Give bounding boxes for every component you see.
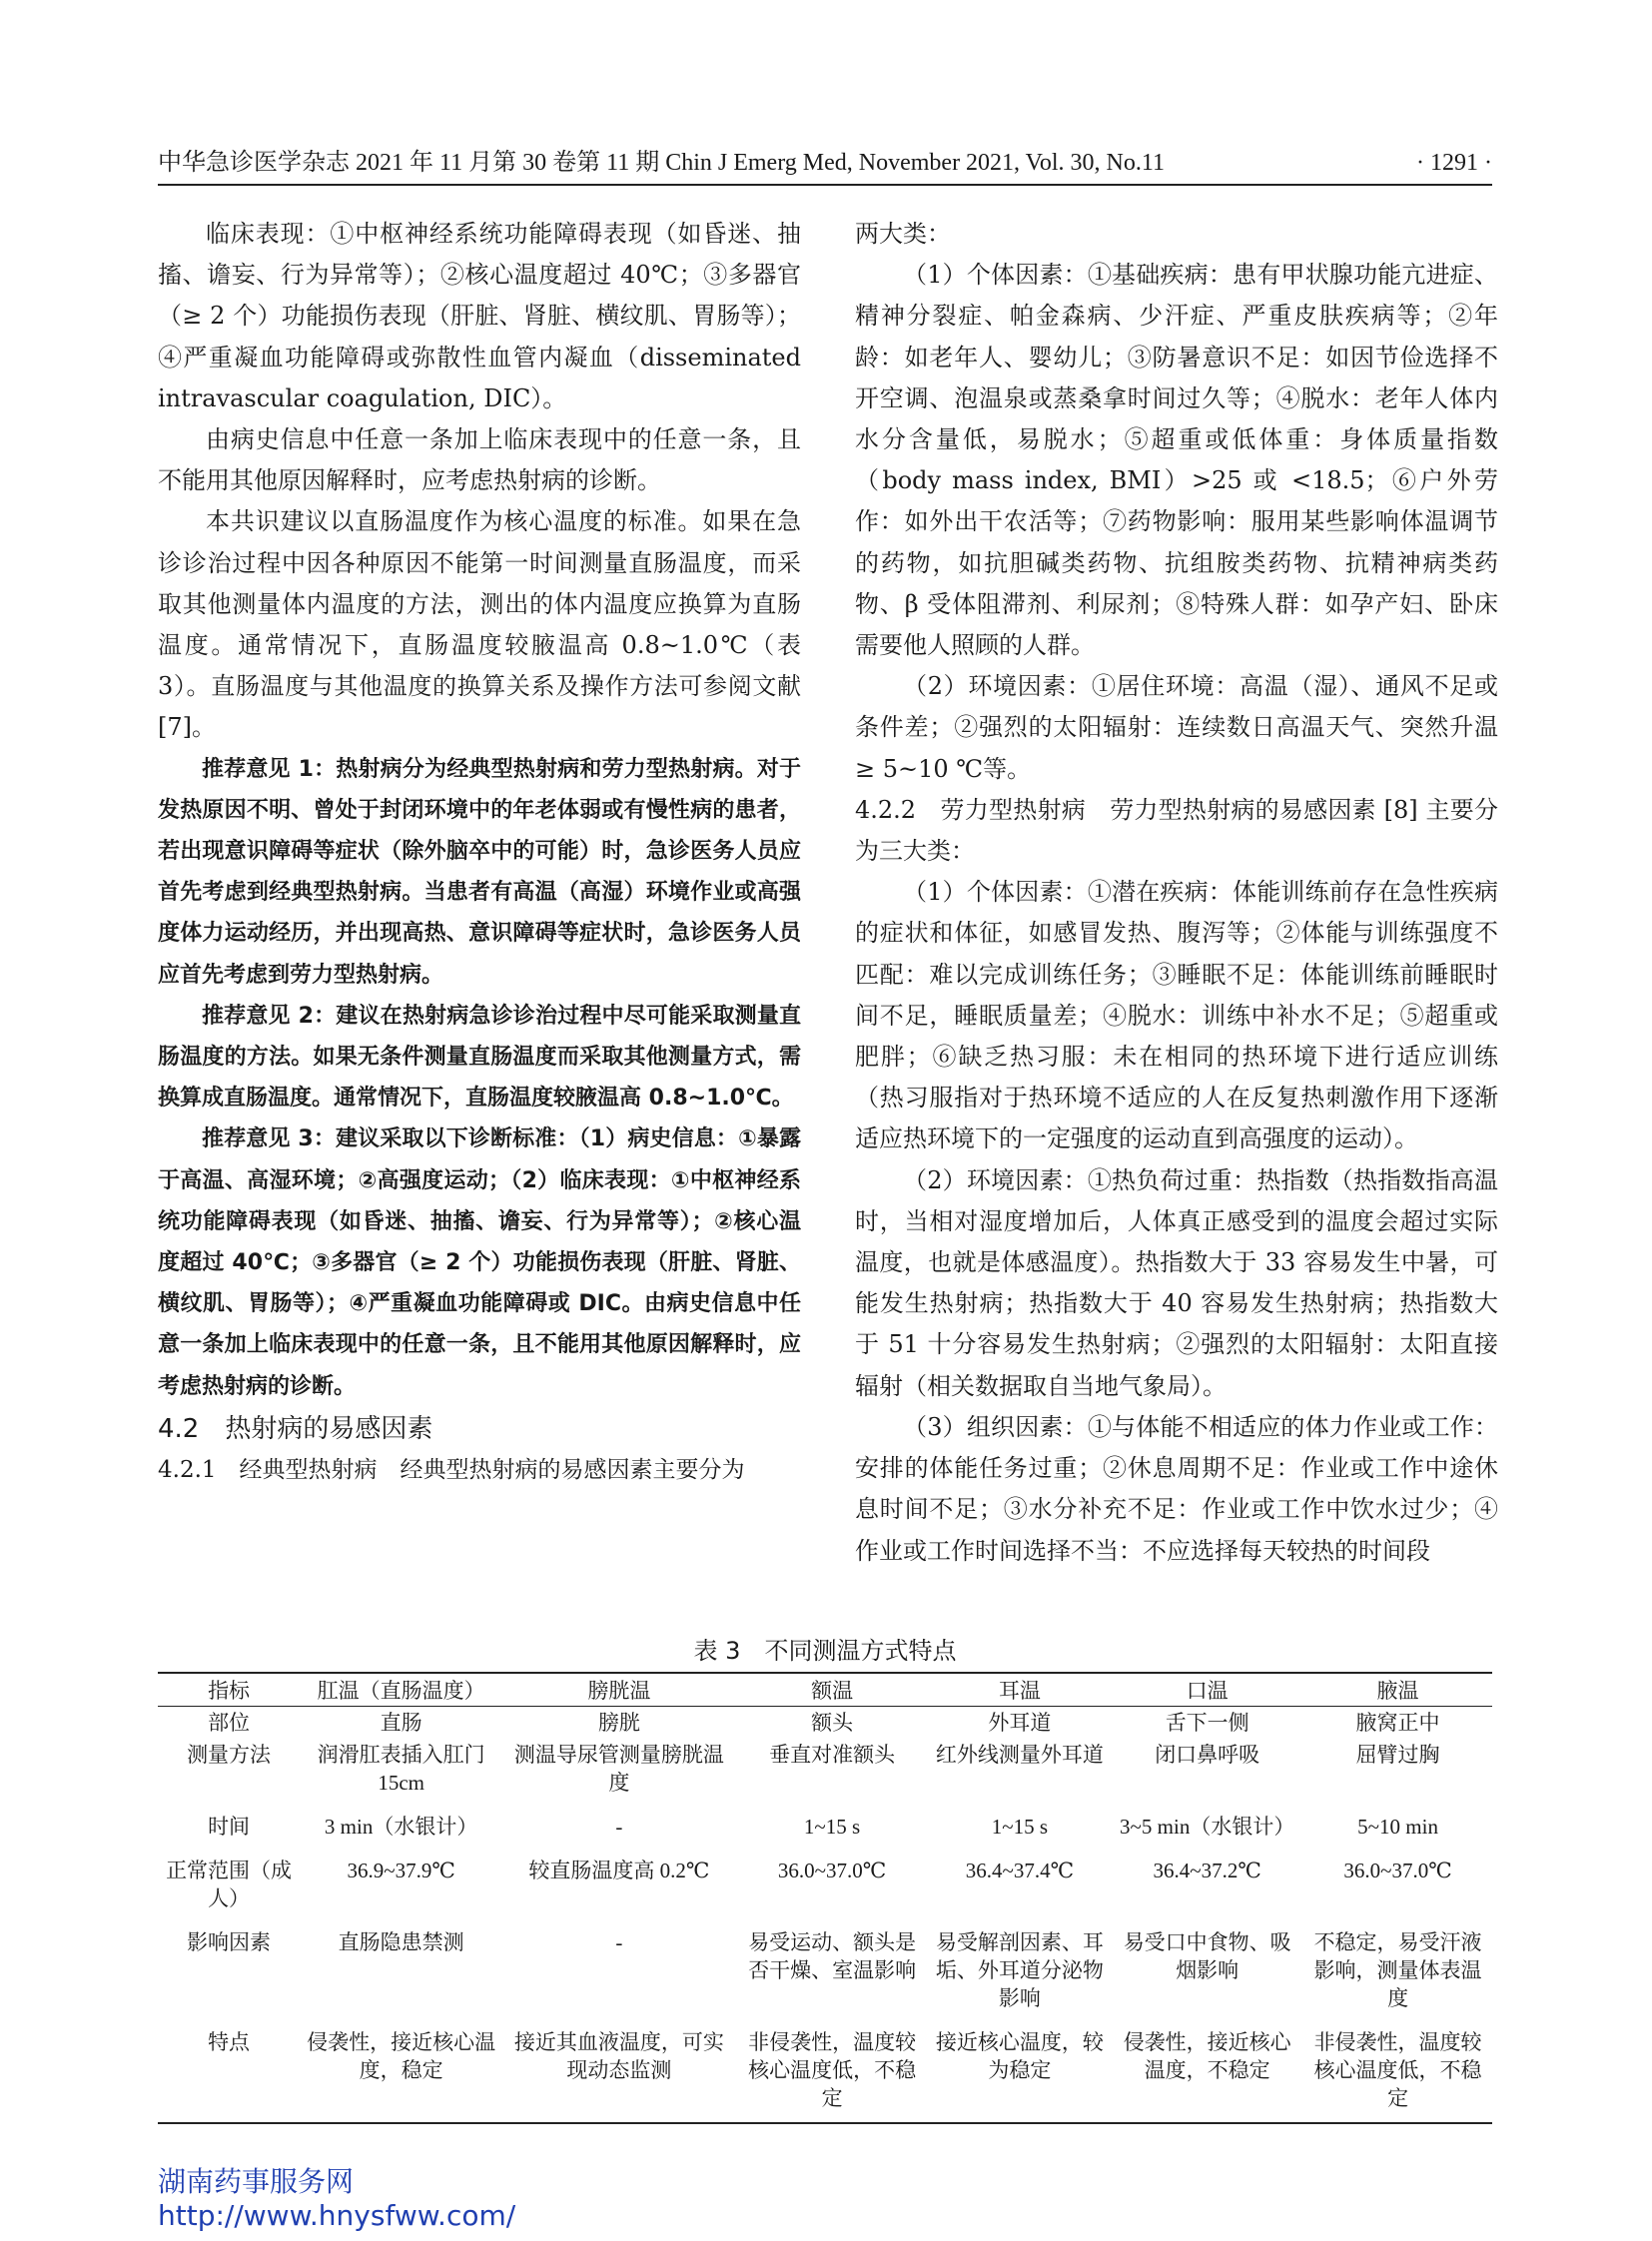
table-cell: 36.4~37.4℃: [965, 1859, 1075, 1882]
table-cell: 直肠: [380, 1711, 422, 1735]
table-3: [158, 1632, 1492, 2124]
table-row: [158, 1799, 1492, 1843]
table-cell: 易受运动、额头是否干燥、室温影响: [748, 1930, 917, 1982]
table-cell: 3~5 min（水银计）: [1120, 1815, 1295, 1839]
table-cell: 非侵袭性，温度较核心温度低，不稳定: [1303, 2014, 1492, 2123]
table-cell: 36.4~37.2℃: [1153, 1859, 1261, 1882]
watermark-footer: [158, 2165, 515, 2233]
journal-citation: 中华急诊医学杂志 2021 年 11 月第 30 卷第 11 期 Chin J Emerg Med, November 2021, Vol. 30, No.11: [158, 150, 1165, 176]
table-header: 指标: [158, 1673, 300, 1707]
paragraph: 本共识建议以直肠温度作为核心温度的标准。如果在急诊诊治过程中因各种原因不能第一时间测量直肠温度，而采取其他测量体内温度的方法，测出的体内温度应换算为直肠温度。通常情况下，直肠温度较腋温高 0.8~1.0℃（表 3）。直肠温度与其他温度的换算关系及操作方法可参阅文献 [7]。: [158, 507, 801, 742]
table-header: 耳温: [929, 1673, 1112, 1707]
table-cell: 影响因素: [187, 1930, 272, 1954]
table-cell: 外耳道: [988, 1711, 1052, 1735]
table-cell: 3 min（水银计）: [324, 1815, 478, 1839]
left-column: [158, 214, 801, 1490]
table-row: [158, 2014, 1492, 2123]
table-cell: 正常范围（成人）: [166, 1859, 293, 1910]
table-cell: 1~15 s: [803, 1815, 861, 1839]
paragraph: 由病史信息中任意一条加上临床表现中的任意一条，且不能用其他原因解释时，应考虑热射病的诊断。: [158, 425, 801, 495]
table-cell: 接近核心温度，较为稳定: [929, 2014, 1112, 2123]
section-heading-4-2: 4.2 热射病的易感因素: [158, 1413, 433, 1444]
table-row: [158, 1914, 1492, 2014]
table-row: [158, 1843, 1492, 1914]
table-cell: 腋窝正中: [1355, 1711, 1440, 1735]
table-cell: 特点: [158, 2014, 300, 2123]
table-cell: 不稳定，易受汗液影响，测量体表温度: [1313, 1930, 1482, 2010]
table-cell: 测温导尿管测量膀胱温度: [513, 1743, 724, 1795]
table-cell: 易受解剖因素、耳垢、外耳道分泌物影响: [935, 1930, 1104, 2010]
paragraph: （1）个体因素：①潜在疾病：体能训练前存在急性疾病的症状和体征，如感冒发热、腹泻等；②体能与训练强度不匹配：难以完成训练任务；③睡眠不足：体能训练前睡眠时间不足，睡眠质量差；④脱水：训练中补水不足；⑤超重或肥胖；⑥缺乏热习服：未在相同的热环境下进行适应训练（热习服指对于热环境不适应的人在反复热刺激作用下逐渐适应热环境下的一定强度的运动直到高强度的运动）。: [855, 878, 1498, 1153]
table-cell: 时间: [208, 1815, 251, 1839]
table-cell: 侵袭性，接近核心温度，不稳定: [1111, 2014, 1303, 2123]
table-cell: 5~10 min: [1357, 1815, 1438, 1839]
table-cell: 测量方法: [187, 1743, 272, 1767]
recommendation-2: 推荐意见 2：建议在热射病急诊诊治过程中尽可能采取测量直肠温度的方法。如果无条件测量直肠温度而采取其他测量方式，需换算成直肠温度。通常情况下，直肠温度较腋温高 0.8~1.0℃。: [158, 1003, 801, 1112]
table-cell: 膀胱: [597, 1711, 640, 1735]
table-cell: 舌下一侧: [1165, 1711, 1249, 1735]
table-cell: 36.0~37.0℃: [1343, 1859, 1452, 1882]
table-row: [158, 1739, 1492, 1799]
table-row: [158, 1707, 1492, 1740]
subsection-4-2-1: 4.2.1 经典型热射病 经典型热射病的易感因素主要分为: [158, 1456, 745, 1483]
table-cell: 直肠隐患禁测: [338, 1930, 464, 1954]
table-cell: 36.0~37.0℃: [777, 1859, 887, 1882]
table-cell: 闭口鼻呼吸: [1155, 1743, 1260, 1767]
table-title: 表 3 不同测温方式特点: [693, 1637, 957, 1665]
paragraph: （1）个体因素：①基础疾病：患有甲状腺功能亢进症、精神分裂症、帕金森病、少汗症、严重皮肤疾病等；②年龄：如老年人、婴幼儿；③防暑意识不足：如因节俭选择不开空调、泡温泉或蒸桑拿时间过久等；④脱水：老年人体内水分含量低，易脱水；⑤超重或低体重：身体质量指数（body mass index, BMI）>25 或 <18.5；⑥户外劳作：如外出干农活等；⑦药物影响：服用某些影响体温调节的药物，如抗胆碱类药物、抗组胺类药物、抗精神病类药物、β 受体阻滞剂、利尿剂；⑧特殊人群：如孕产妇、卧床需要他人照顾的人群。: [855, 261, 1498, 660]
table-cell: 接近其血液温度，可实现动态监测: [502, 2014, 735, 2123]
table-cell: 非侵袭性，温度较核心温度低，不稳定: [736, 2014, 929, 2123]
table-cell: 1~15 s: [991, 1815, 1049, 1839]
table-cell: 红外线测量外耳道: [935, 1743, 1104, 1767]
paragraph: 两大类：: [855, 220, 951, 248]
subsection-4-2-2: 4.2.2 劳力型热射病 劳力型热射病的易感因素 [8] 主要分为三大类：: [855, 795, 1498, 866]
site-url-link[interactable]: http://www.hnysfww.com/: [158, 2199, 516, 2232]
table-cell: -: [615, 1930, 623, 1954]
table-header: 肛温（直肠温度）: [300, 1673, 502, 1707]
recommendation-3: 推荐意见 3：建议采取以下诊断标准：（1）病史信息：①暴露于高温、高湿环境；②高强度运动；（2）临床表现：①中枢神经系统功能障碍表现（如昏迷、抽搐、谵妄、行为异常等）；②核心温度超过 40℃；③多器官（≥ 2 个）功能损伤表现（肝脏、肾脏、横纹肌、胃肠等）；④严重凝血功能障碍或 DIC。由病史信息中任意一条加上临床表现中的任意一条，且不能用其他原因解释时，应考虑热射病的诊断。: [158, 1126, 801, 1399]
table-header: 口温: [1111, 1673, 1303, 1707]
table-header: 腋温: [1303, 1673, 1492, 1707]
table-header: 膀胱温: [502, 1673, 735, 1707]
right-column: [855, 214, 1498, 1572]
table-cell: 润滑肛表插入肛门 15cm: [317, 1743, 485, 1795]
paragraph: （3）组织因素：①与体能不相适应的体力作业或工作：安排的体能任务过重；②休息周期不足：作业或工作中途休息时间不足；③水分补充不足：作业或工作中饮水过少；④作业或工作时间选择不当：不应选择每天较热的时间段: [855, 1412, 1498, 1565]
page-number: · 1291 ·: [1416, 150, 1492, 176]
paragraph: 临床表现：①中枢神经系统功能障碍表现（如昏迷、抽搐、谵妄、行为异常等）；②核心温度超过 40℃；③多器官（≥ 2 个）功能损伤表现（肝脏、肾脏、横纹肌、胃肠等）；④严重凝血功能障碍或弥散性血管内凝血（disseminated intravascular coagulation, DIC）。: [158, 220, 801, 412]
site-name: 湖南药事服务网: [158, 2165, 355, 2198]
table-cell: 屈臂过胸: [1355, 1743, 1440, 1767]
running-header: [158, 144, 1492, 186]
temperature-methods-table: [158, 1672, 1492, 2124]
table-cell: 较直肠温度高 0.2℃: [528, 1859, 710, 1882]
table-cell: 部位: [208, 1711, 251, 1735]
recommendation-1: 推荐意见 1：热射病分为经典型热射病和劳力型热射病。对于发热原因不明、曾处于封闭环境中的年老体弱或有慢性病的患者，若出现意识障碍等症状（除外脑卒中的可能）时，急诊医务人员应首先考虑到经典型热射病。当患者有高温（高湿）环境作业或高强度体力运动经历，并出现高热、意识障碍等症状时，急诊医务人员应首先考虑到劳力型热射病。: [158, 756, 801, 988]
paragraph: （2）环境因素：①居住环境：高温（湿）、通风不足或条件差；②强烈的太阳辐射：连续数日高温天气、突然升温≥ 5~10 ℃等。: [855, 672, 1498, 783]
table-cell: 额头: [811, 1711, 854, 1735]
table-header: 额温: [736, 1673, 929, 1707]
table-header-row: [158, 1673, 1492, 1707]
table-cell: -: [615, 1815, 623, 1839]
table-cell: 易受口中食物、吸烟影响: [1123, 1930, 1291, 1982]
paragraph: （2）环境因素：①热负荷过重：热指数（热指数指高温时，当相对湿度增加后，人体真正感受到的温度会超过实际温度，也就是体感温度）。热指数大于 33 容易发生中暑，可能发生热射病；热指数大于 40 容易发生热射病；热指数大于 51 十分容易发生热射病；②强烈的太阳辐射：太阳直接辐射（相关数据取自当地气象局）。: [855, 1165, 1498, 1400]
table-cell: 36.9~37.9℃: [347, 1859, 455, 1882]
table-cell: 侵袭性，接近核心温度，稳定: [300, 2014, 502, 2123]
table-cell: 垂直对准额头: [769, 1743, 896, 1767]
